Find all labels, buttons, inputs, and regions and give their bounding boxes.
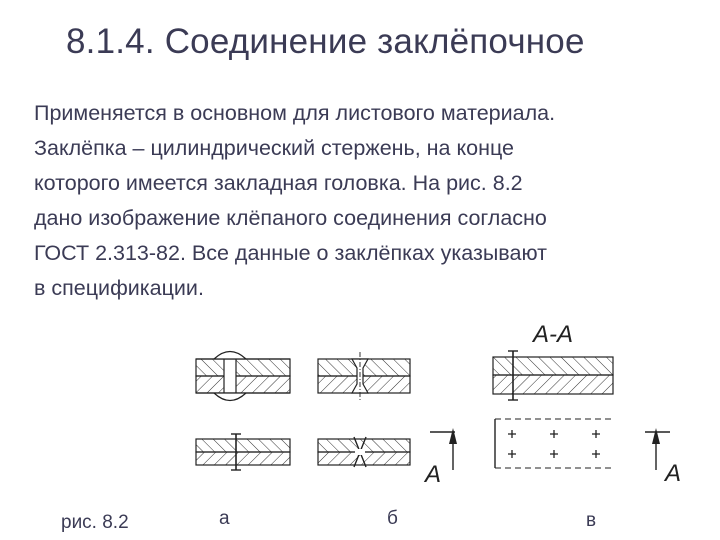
sublabel-a: а [219,508,230,529]
figure-caption: рис. 8.2 [61,512,129,533]
view-b-simplified [318,437,410,467]
body-line-6: в спецификации. [34,276,204,300]
body-line-5: ГОСТ 2.313-82. Все данные о заклёпках указывают [34,241,547,265]
slide-title: 8.1.4. Соединение заклёпочное [66,22,585,61]
sublabel-b: б [387,508,398,529]
view-a-simplified [196,434,290,470]
arrow-label-left: А [425,461,442,488]
section-label: А-А [533,321,574,348]
view-b-section-countersunk [318,352,410,401]
body-line-4: дано изображение клёпаного соединения согласно [34,206,547,230]
sublabel-v: в [586,510,597,531]
view-a-section-rivet [196,352,290,401]
body-line-1: Применяется в основном для листового материала. [34,101,556,125]
arrow-label-right: А [665,460,682,487]
view-v-section-aa [493,351,613,400]
body-line-2: Заклёпка – цилиндрический стержень, на конце [34,136,514,160]
body-line-3: которого имеется закладная головка. На рис. 8.2 [34,171,523,195]
view-v-plan [430,419,670,470]
